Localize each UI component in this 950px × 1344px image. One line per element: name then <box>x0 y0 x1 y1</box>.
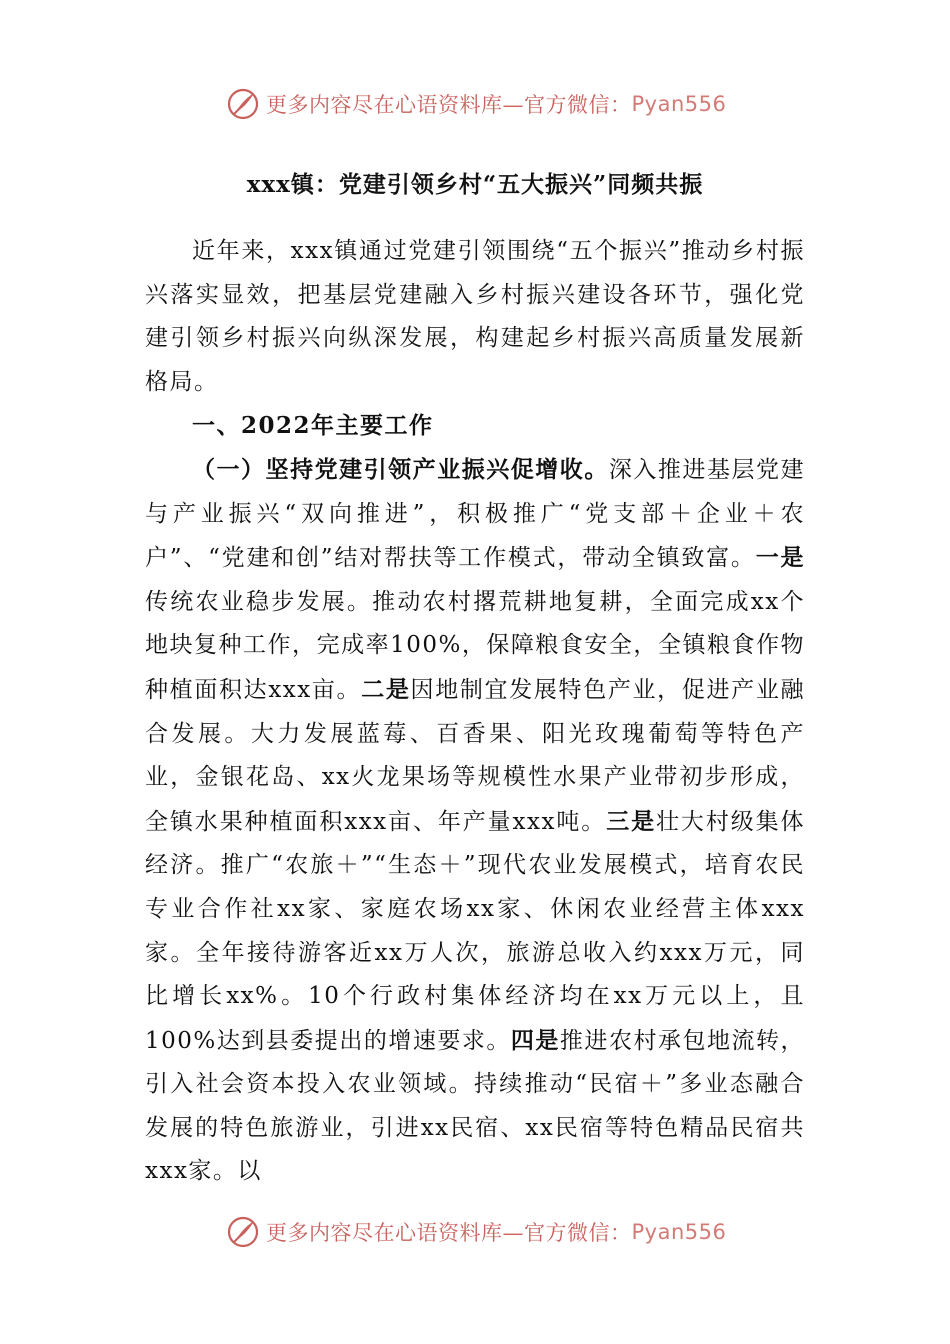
paragraph-text: 传统农业稳步发展。推动农村撂荒耕地复耕，全面完成xx个地块复种工作，完成率100%，保障粮食安全，全镇粮食作物种植面积达xxx亩。 <box>145 588 805 703</box>
point-lead-4: 四是 <box>510 1026 560 1054</box>
watermark-wechat-id: Pyan556 <box>631 1220 727 1244</box>
paragraph-text: 深入推进基层党建与产业振兴“双向推进”，积极推广“党支部＋企业＋农户”、“党建和创”结对帮扶等工作模式，带动全镇致富。 <box>145 456 806 572</box>
paragraph-text: 因地制宜发展特色产业，促进产业融合发展。大力发展蓝莓、百香果、阳光玫瑰葡萄等特色产业，金银花岛、xx火龙果场等规模性水果产业带初步形成，全镇水果种植面积xxx亩、年产量xxx吨。 <box>145 676 805 835</box>
watermark-wechat-id: Pyan556 <box>631 92 727 116</box>
point-lead-3: 三是 <box>606 807 656 835</box>
feather-pen-logo-icon <box>226 87 260 121</box>
watermark-text: 更多内容尽在心语资料库—官方微信： <box>266 1221 632 1245</box>
document-title: xxx镇：党建引领乡村“五大振兴”同频共振 <box>246 171 704 198</box>
intro-paragraph: 近年来，xxx镇通过党建引领围绕“五个振兴”推动乡村振兴落实显效，把基层党建融入乡村振兴建设各环节，强化党建引领乡村振兴向纵深发展，构建起乡村振兴高质量发展新格局。 <box>145 238 805 395</box>
watermark-top <box>226 84 746 124</box>
watermark-bottom <box>226 1212 746 1252</box>
point-lead-2: 二是 <box>361 675 411 703</box>
feather-pen-logo-icon <box>226 1215 260 1249</box>
subheading: （一）坚持党建引领产业振兴促增收。 <box>192 455 609 483</box>
paragraph-text: 推进农村承包地流转，引入社会资本投入农业领域。持续推动“民宿＋”多业态融合发展的特色旅游业，引进xx民宿、xx民宿等特色精品民宿共xxx家。以 <box>145 1027 806 1185</box>
document-body <box>145 230 805 1194</box>
paragraph-text: 壮大村级集体经济。推广“农旅＋”“生态＋”现代农业发展模式，培育农民专业合作社xx家、家庭农场xx家、休闲农业经营主体xxx家。全年接待游客近xx万人次，旅游总收入约xxx万元，同比增长xx%。10个行政村集体经济均在xx万元以上，且100%达到县委提出的增速要求。 <box>145 808 806 1054</box>
section-paragraph <box>145 448 805 1194</box>
point-lead-1: 一是 <box>755 544 806 572</box>
watermark-text: 更多内容尽在心语资料库—官方微信： <box>266 93 632 117</box>
section-heading: 一、2022年主要工作 <box>192 412 434 440</box>
